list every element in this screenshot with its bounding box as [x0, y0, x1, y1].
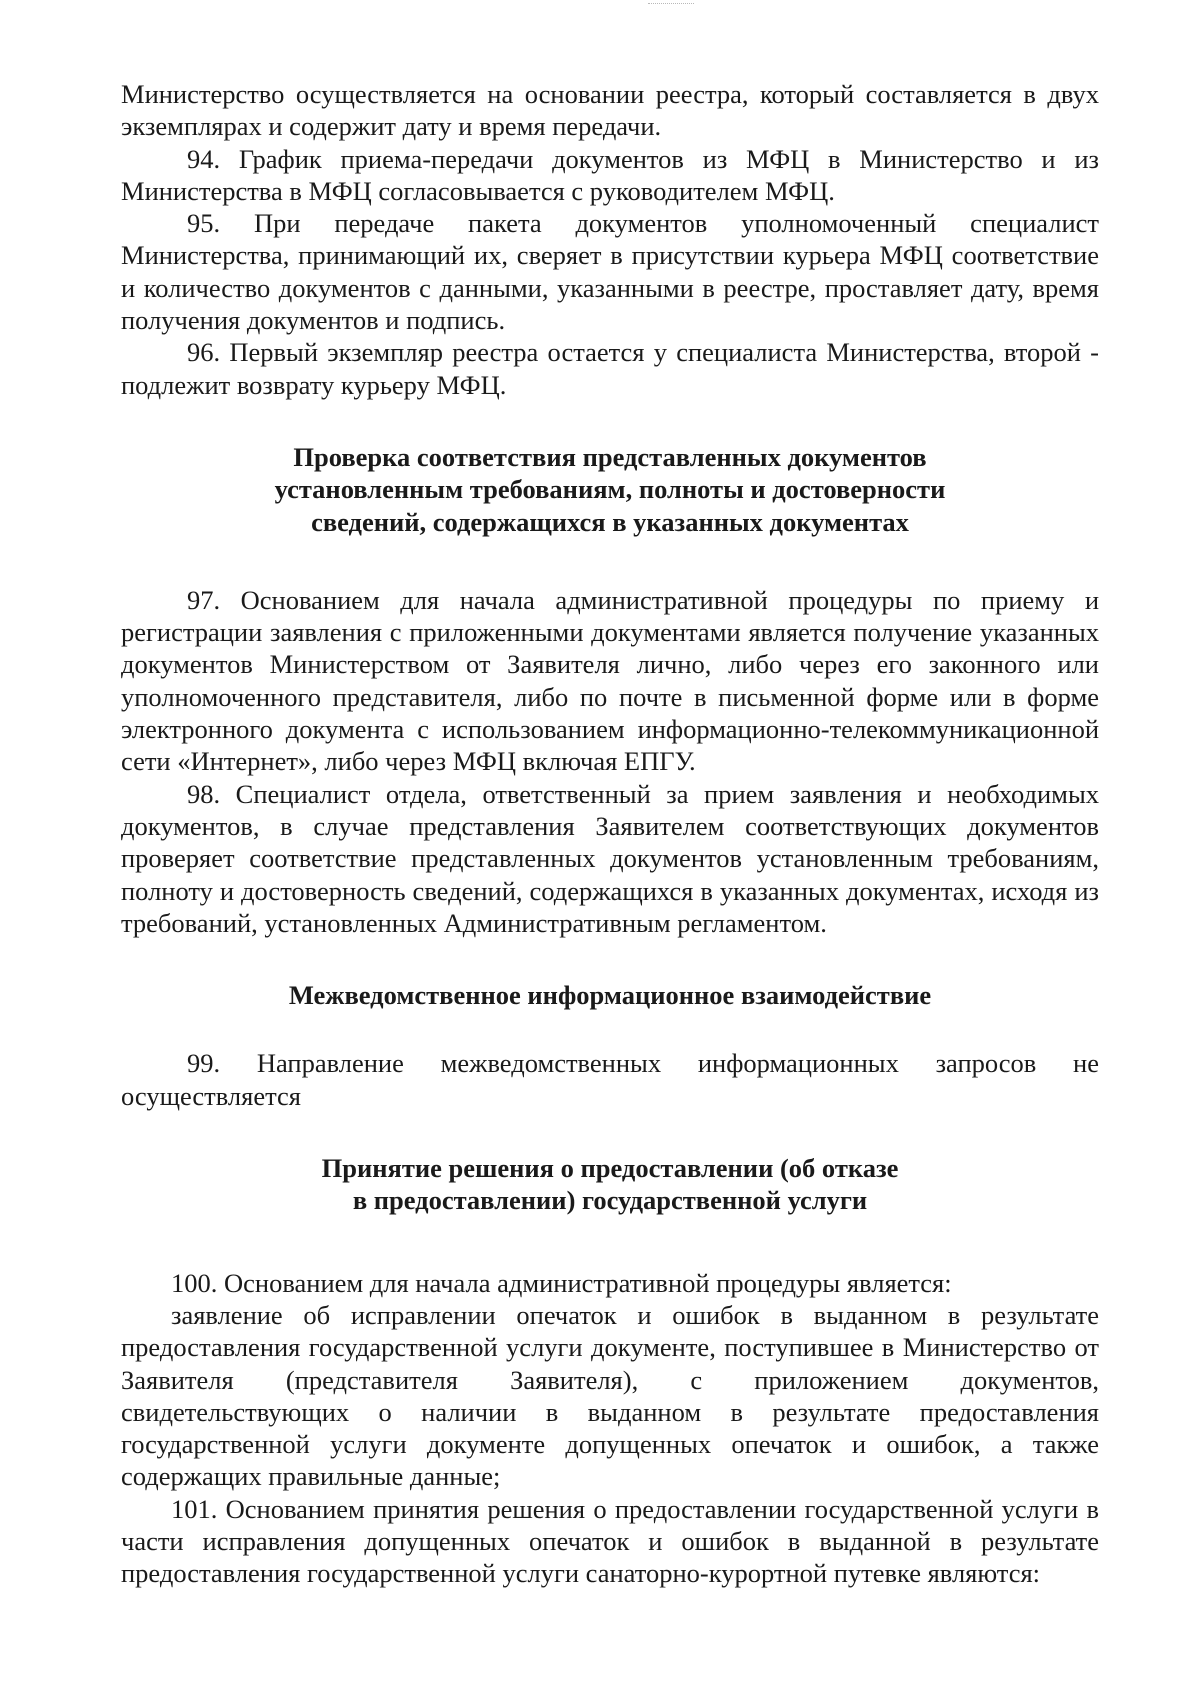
- section-heading-interagency: [121, 979, 1099, 1011]
- heading-line: Межведомственное информационное взаимодействие: [288, 980, 932, 1011]
- section-heading-decision: [121, 1152, 1099, 1217]
- paragraph-94: 94. График приема-передачи документов из МФЦ в Министерство и из Министерства в МФЦ согласовывается с руководителем МФЦ.: [121, 143, 1099, 206]
- scan-artifact: [648, 3, 694, 6]
- paragraph-continuation: Министерство осуществляется на основании реестра, который составляется в двух экземплярах и содержит дату и время передачи.: [121, 79, 1099, 142]
- heading-line: в предоставлении) государственной услуги: [352, 1185, 868, 1216]
- paragraph-99: 99. Направление межведомственных информационных запросов не осуществляется: [121, 1048, 1099, 1111]
- heading-line: Принятие решения о предоставлении (об отказе: [321, 1153, 899, 1184]
- paragraph-96: 96. Первый экземпляр реестра остается у специалиста Министерства, второй - подлежит возврату курьеру МФЦ.: [121, 337, 1099, 400]
- paragraph-95: 95. При передаче пакета документов уполномоченный специалист Министерства, принимающий их, сверяет в присутствии курьера МФЦ соответствие и количество документов с данными, указанными в реестре, проставляет дату, время получения документов и подпись.: [121, 208, 1099, 336]
- section-heading-document-check: [121, 441, 1099, 538]
- heading-line: сведений, содержащихся в указанных документах: [311, 506, 909, 537]
- heading-line: Проверка соответствия представленных документов: [293, 441, 927, 472]
- paragraph-101: 101. Основанием принятия решения о предоставлении государственной услуги в части исправления допущенных опечаток и ошибок в выданной в результате предоставления государственной услуги санаторно-курортной путевке являются:: [121, 1493, 1099, 1589]
- paragraph-97: 97. Основанием для начала административной процедуры по приему и регистрации заявления с приложенными документами является получение указанных документов Министерством от Заявителя лично, либо через его законного или уполномоченного представителя, либо по почте в письменной форме или в форме электронного документа с использованием информационно-телекоммуникационной сети «Интернет», либо через МФЦ включая ЕПГУ.: [121, 584, 1099, 777]
- heading-line: установленным требованиям, полноты и достоверности: [274, 474, 946, 505]
- paragraph-98: 98. Специалист отдела, ответственный за прием заявления и необходимых документов, в случае представления Заявителем соответствующих документов проверяет соответствие представленных документов установленным требованиям, полноту и достоверность сведений, содержащихся в указанных документах, исходя из требований, установленных Административным регламентом.: [121, 778, 1099, 938]
- paragraph-100-item: заявление об исправлении опечаток и ошибок в выданном в результате предоставления государственной услуги документе, поступившее в Министерство от Заявителя (представителя Заявителя), с приложением документов, свидетельствующих о наличии в выданном в результате предоставления государственной услуги документе допущенных опечаток и ошибок, а также содержащих правильные данные;: [121, 1299, 1099, 1492]
- document-body: [121, 78, 1099, 1590]
- paragraph-100: 100. Основанием для начала административной процедуры является:: [171, 1267, 952, 1298]
